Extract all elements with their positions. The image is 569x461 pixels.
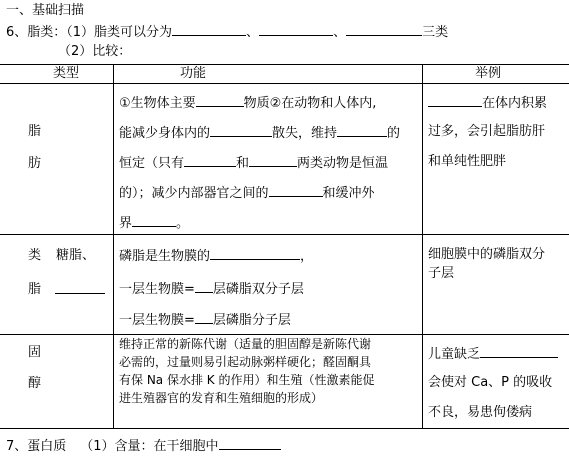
sterol-type-char-2: 醇 [28, 376, 42, 391]
sterol-example-line-1: 儿童缺乏 [428, 345, 558, 363]
fat-func-line-5: 界 。 [119, 216, 190, 231]
sterol-func-line-2: 必需的，过量则易引起动脉粥样硬化；醛固酮具 [119, 355, 372, 369]
fat-func-line-1: ①生物体主要 物质②在动物和人体内, [119, 96, 377, 111]
sterol-example-line-3: 不良，易患佝偻病 [428, 405, 533, 420]
row-fat-border [0, 234, 569, 235]
row-lipoid-border [0, 334, 569, 335]
sterol-example-line-2: 会使对 Ca、P 的吸收 [428, 375, 553, 390]
blank-animal-2[interactable] [249, 154, 297, 167]
question-7-line: 7、蛋白质 （1）含量：在干细胞中 [6, 437, 281, 455]
blank-layer-count[interactable] [195, 311, 213, 324]
fat-func-line-3: 恒定（只有 和 两类动物是恒温 [119, 156, 389, 171]
blank-lipid-class-3[interactable] [346, 23, 422, 36]
sterol-func-line-4: 进生殖器官的发育和生殖细胞的形成） [119, 391, 324, 405]
blank-lipid-class-2[interactable] [259, 23, 333, 36]
sterol-func-line-3: 有保 Na 保水排 K 的作用）和生殖（性激素能促 [119, 373, 375, 387]
lipoid-example-line-2: 子层 [428, 266, 455, 281]
blank-pressure[interactable] [132, 214, 176, 227]
lipoid-type-char-2: 脂 [28, 282, 42, 297]
table-header-border [0, 83, 569, 84]
blank-lipid-class-1[interactable] [172, 23, 246, 36]
q6-part2-label: （2）比较： [58, 44, 132, 59]
blank-body-temp[interactable] [337, 124, 387, 137]
col-divider-2 [422, 64, 423, 428]
fat-example-line-3: 和单纯性肥胖 [428, 154, 507, 169]
question-6-line [6, 23, 448, 41]
blank-animal-1[interactable] [184, 154, 236, 167]
blank-lipoid-type[interactable] [55, 293, 105, 294]
lipoid-func-line-2: 一层生物膜= 层磷脂双分子层 [119, 282, 304, 297]
fat-example-line-2: 过多，会引起脂肪肝 [428, 124, 546, 139]
blank-bilayer-count[interactable] [195, 280, 213, 293]
q6-suffix: 三类 [422, 25, 449, 40]
blank-friction[interactable] [269, 184, 323, 197]
q6-prefix: 6、脂类：（1）脂类可以分为 [6, 25, 173, 40]
section-header: 一、基础扫描 [6, 3, 85, 18]
blank-fat-example[interactable] [428, 94, 482, 107]
q6-sep1: 、 [246, 25, 260, 40]
lipoid-func-line-3: 一层生物膜= 层磷脂分子层 [119, 313, 291, 328]
blank-vitamin[interactable] [480, 345, 558, 358]
sterol-func-line-1: 维持正常的新陈代谢（适量的胆固醇是新陈代谢 [119, 337, 372, 351]
col-divider-1 [113, 64, 114, 428]
fat-type-char-2: 肪 [28, 156, 42, 171]
fat-func-line-2: 能减少身体内的 散失，维持 的 [119, 126, 401, 141]
blank-protein-content[interactable] [219, 437, 281, 450]
q6-sep2: 、 [333, 25, 347, 40]
fat-func-line-4: 的）；减少内部器官之间的 和缓冲外 [119, 186, 375, 201]
fat-example-line-1: 在体内积累 [428, 94, 547, 112]
lipoid-type-char-1: 类 [28, 248, 42, 263]
blank-heat[interactable] [210, 124, 272, 137]
header-type: 类型 [53, 66, 80, 81]
lipoid-example-line-1: 细胞膜中的磷脂双分 [428, 247, 546, 262]
fat-type-char-1: 脂 [28, 124, 42, 139]
table-top-border [0, 64, 569, 65]
lipoid-type-glycolipid: 糖脂、 [56, 248, 96, 263]
blank-main-energy[interactable] [196, 94, 244, 107]
blank-membrane-component[interactable] [210, 247, 300, 260]
header-function: 功能 [180, 66, 207, 81]
header-example: 举例 [475, 66, 502, 81]
sterol-type-char-1: 固 [28, 345, 42, 360]
table-bottom-border [0, 428, 569, 429]
lipoid-func-line-1: 磷脂是生物膜的 ， [119, 249, 314, 264]
